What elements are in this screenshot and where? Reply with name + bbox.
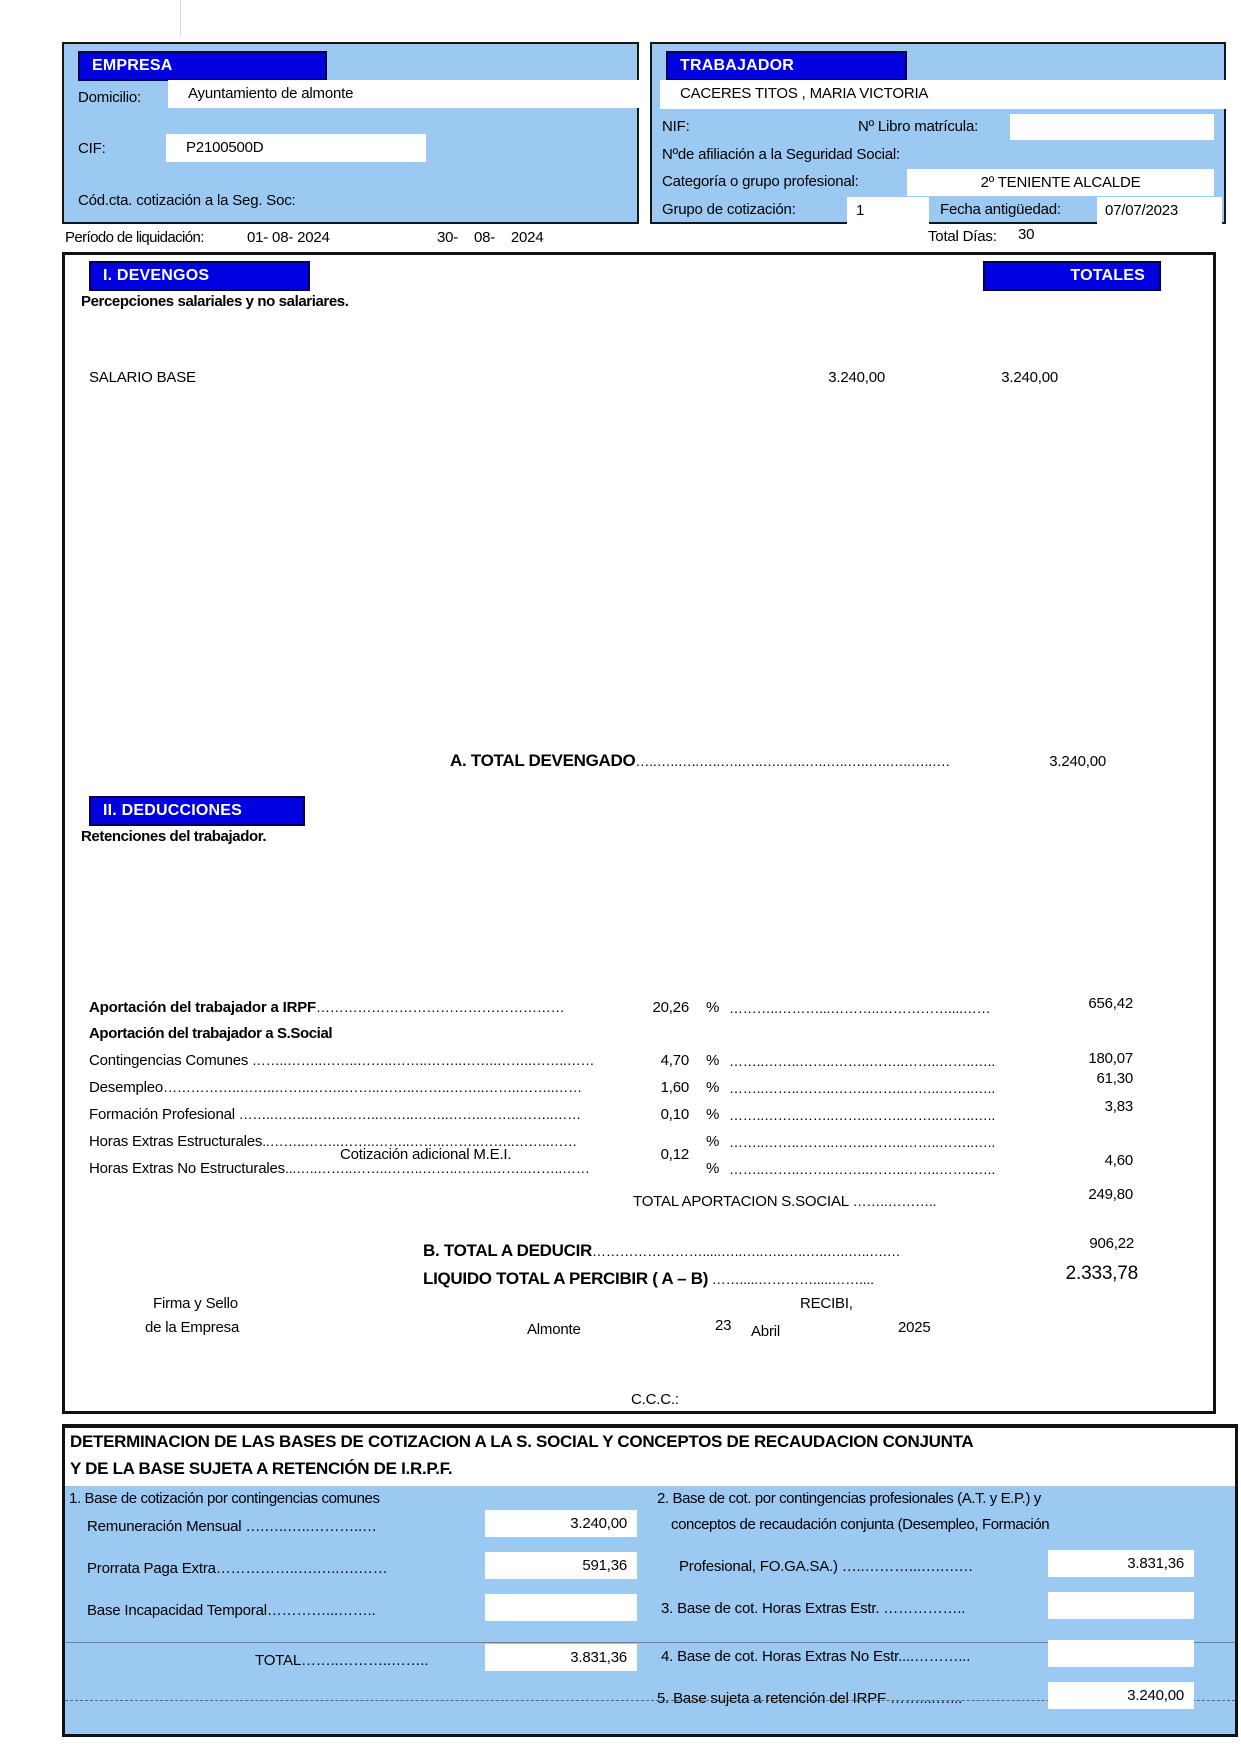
- ded-row-value: 61,30: [1096, 1070, 1133, 1087]
- horas-extras-no-estr-field: [1048, 1640, 1194, 1667]
- bases-title-line2: Y DE LA BASE SUJETA A RETENCIÓN DE I.R.P.F.: [70, 1459, 453, 1478]
- ded-row-pct-sign: %: [706, 1079, 720, 1096]
- cif-field: P2100500D: [166, 134, 426, 162]
- ded-row-label: Formación Profesional: [89, 1106, 235, 1123]
- total-dias-value: 30: [1018, 226, 1035, 243]
- bases-right-heading2: conceptos de recaudación conjunta (Desempleo, Formación: [671, 1516, 1050, 1533]
- incapacidad-field: [485, 1594, 637, 1621]
- ssocial-title: Aportación del trabajador a S.Social: [89, 1025, 333, 1042]
- profesional-field: 3.831,36: [1048, 1550, 1194, 1577]
- mei-value: 4,60: [1104, 1152, 1133, 1169]
- irpf-pct: 20,26: [652, 999, 689, 1016]
- devengos-subtitle: Percepciones salariales y no salariares.: [81, 293, 349, 310]
- total-ss-value: 249,80: [1088, 1186, 1133, 1203]
- ded-row-label: Horas Extras Estructurales: [89, 1133, 263, 1150]
- irpf-dots: ………………………………………………: [315, 999, 565, 1015]
- ded-row-dots: ……..……..……..……..……..……..……..……..……..……: [234, 1106, 581, 1122]
- domicilio-label: Domicilio:: [78, 89, 142, 106]
- ded-row-pct-sign: %: [706, 1106, 720, 1123]
- horas-extras-no-estr-label: 4. Base de cot. Horas Extras No Estr....………...: [661, 1648, 971, 1665]
- liquido-value: 2.333,78: [1065, 1263, 1138, 1284]
- bases-blue-area: [65, 1486, 1235, 1734]
- ccc-label: C.C.C.:: [631, 1391, 679, 1408]
- irpf-label: Aportación del trabajador a IRPF: [89, 999, 316, 1016]
- totales-header: TOTALES: [983, 261, 1161, 291]
- ded-row-dots2: ……..……..……..……..……..……..……..…..: [729, 1161, 996, 1177]
- mei-pct: 0,12: [660, 1146, 689, 1163]
- recibi-label: RECIBI,: [800, 1295, 853, 1312]
- ded-row-label: Desempleo: [89, 1079, 164, 1096]
- firma-lugar: Almonte: [527, 1321, 581, 1338]
- prorrata-label: Prorrata Paga Extra……………..….…..….……: [87, 1560, 388, 1577]
- total-devengado-value: 3.240,00: [1049, 753, 1106, 770]
- salario-importe: 3.240,00: [828, 369, 885, 386]
- categoria-label: Categoría o grupo profesional:: [662, 173, 859, 190]
- codcta-label: Cód.cta. cotización a la Seg. Soc:: [78, 192, 296, 209]
- grupo-cotizacion-field: 1: [847, 197, 929, 224]
- ded-row-dots: ...…..……..……..……..……..……..……..……..……: [284, 1160, 590, 1176]
- periodo-label: Período de liquidación:: [65, 229, 204, 246]
- periodo-hasta: 30- 08- 2024: [437, 229, 544, 246]
- horas-extras-estr-field: [1048, 1592, 1194, 1619]
- trabajador-header: TRABAJADOR: [666, 51, 907, 81]
- bases-title-line1: DETERMINACION DE LAS BASES DE COTIZACION A LA S. SOCIAL Y CONCEPTOS DE RECAUDACION CONJUNTA: [70, 1432, 974, 1451]
- irpf-value: 656,42: [1088, 995, 1133, 1012]
- base-irpf-field: 3.240,00: [1048, 1682, 1194, 1709]
- grupo-cotizacion-label: Grupo de cotización:: [662, 201, 796, 218]
- ded-row-contingencias: [89, 1052, 609, 1070]
- deducciones-header: II. DEDUCCIONES: [89, 796, 305, 826]
- ded-row-dots: ……..……..……..……..……..……..……..……..……..……: [248, 1052, 595, 1068]
- libro-matricula-label: Nº Libro matrícula:: [858, 118, 979, 135]
- nif-label: NIF:: [662, 118, 690, 135]
- domicilio-field: Ayuntamiento de almonte: [168, 80, 646, 108]
- categoria-field: 2º TENIENTE ALCALDE: [907, 169, 1214, 196]
- profesional-label: Profesional, FO.GA.SA.) …..………...….….…: [679, 1558, 974, 1575]
- fecha-antiguedad-label: Fecha antigüedad:: [940, 201, 1061, 218]
- ded-row-dots2: ……..……..……..……..……..……..……..…..: [729, 1134, 996, 1150]
- irpf-pct-sign: %: [706, 999, 720, 1016]
- ded-row-pct: 0,10: [660, 1106, 689, 1123]
- bases-total-field: 3.831,36: [485, 1644, 637, 1671]
- deducciones-subtitle: Retenciones del trabajador.: [81, 828, 267, 845]
- firma-anio: 2025: [898, 1319, 931, 1336]
- total-ss-row: [633, 1193, 1005, 1211]
- incapacidad-label: Base Incapacidad Temporal…………...……..: [87, 1602, 376, 1619]
- trabajador-panel: [650, 42, 1226, 224]
- total-dias-label: Total Días:: [928, 228, 997, 245]
- liquido-row: [423, 1269, 983, 1289]
- total-deducir-value: 906,22: [1089, 1235, 1134, 1252]
- irpf-row: [89, 999, 609, 1017]
- total-ss-label: TOTAL APORTACION S.SOCIAL: [633, 1193, 849, 1210]
- ded-row-pct-sign: %: [706, 1160, 720, 1177]
- ded-row-dots2: ……..……..……..……..……..……..……..…..: [729, 1053, 996, 1069]
- ded-row-value: 3,83: [1104, 1098, 1133, 1115]
- empresa-panel: [62, 42, 639, 224]
- empresa-header: EMPRESA: [78, 51, 327, 81]
- firma-dia: 23: [715, 1317, 732, 1334]
- horas-extras-estr-label: 3. Base de cot. Horas Extras Estr. ……………..: [661, 1600, 966, 1617]
- bases-total-label: TOTAL……..………..……..: [255, 1652, 429, 1669]
- ded-row-he-no-estructurales: [89, 1160, 609, 1178]
- liquido-label: LIQUIDO TOTAL A PERCIBIR ( A – B): [423, 1269, 709, 1288]
- remuneracion-label: Remuneración Mensual ….…..…..………..…: [87, 1518, 377, 1535]
- trabajador-nombre-field: CACERES TITOS , MARIA VICTORIA: [660, 80, 1234, 109]
- ded-row-pct: 4,70: [660, 1052, 689, 1069]
- liquido-dots: …….....………….....……....: [708, 1271, 874, 1287]
- irpf-dots2: ………..………...………..……………....……: [729, 1000, 991, 1016]
- ded-row-pct-sign: %: [706, 1052, 720, 1069]
- salario-total: 3.240,00: [1001, 369, 1058, 386]
- fecha-antiguedad-field: 07/07/2023: [1097, 197, 1222, 224]
- ded-row-pct: 1,60: [660, 1079, 689, 1096]
- total-devengado-label: A. TOTAL DEVENGADO: [450, 751, 636, 770]
- mei-label: Cotización adicional M.E.I.: [340, 1146, 512, 1163]
- bases-right-heading1: 2. Base de cot. por contingencias profesionales (A.T. y E.P.) y: [657, 1490, 1041, 1507]
- total-devengado-row: [450, 751, 1006, 771]
- ded-row-formacion: [89, 1106, 609, 1124]
- remuneracion-field: 3.240,00: [485, 1510, 637, 1537]
- periodo-desde: 01- 08- 2024: [247, 229, 330, 246]
- ded-row-dots: ……………..……..……..……..……..……..……..……..……..……..……: [163, 1079, 582, 1095]
- total-deducir-row: [423, 1241, 983, 1261]
- prorrata-field: 591,36: [485, 1552, 637, 1579]
- libro-matricula-field: [1010, 114, 1214, 140]
- salario-concepto: SALARIO BASE: [89, 369, 196, 386]
- devengos-header: I. DEVENGOS: [89, 261, 310, 291]
- total-ss-dots: ……..………..: [848, 1193, 937, 1209]
- ded-row-value: 180,07: [1088, 1050, 1133, 1067]
- firma-line1: Firma y Sello: [153, 1295, 238, 1312]
- cif-label: CIF:: [78, 140, 106, 157]
- ded-row-dots2: ……..……..……..……..……..……..……..…..: [729, 1107, 996, 1123]
- afiliacion-label: Nºde afiliación a la Seguridad Social:: [662, 146, 901, 163]
- ded-row-dots: ..……..……..……..……..……..……..……..……..……: [262, 1133, 578, 1149]
- ded-row-desempleo: [89, 1079, 609, 1097]
- bases-left-heading: 1. Base de cotización por contingencias comunes: [69, 1490, 380, 1507]
- ded-row-pct-sign: %: [706, 1133, 720, 1150]
- ded-row-label: Contingencias Comunes: [89, 1052, 249, 1069]
- total-devengado-dots: …..…..…..…..…..…..…..…..…..…..…..…..…..…..….: [635, 753, 950, 769]
- base-irpf-label: 5. Base sujeta a retención del IRPF ……....…...: [657, 1690, 963, 1707]
- firma-mes: Abril: [751, 1323, 781, 1340]
- total-deducir-dots: …………………….....…..…..…..…..…..…..…..….…: [592, 1243, 901, 1259]
- bases-box: [62, 1424, 1238, 1737]
- firma-line2: de la Empresa: [145, 1319, 240, 1336]
- main-body-box: [62, 252, 1216, 1414]
- page-artifact-line: [180, 0, 181, 37]
- ded-row-dots2: ……..……..……..……..……..……..……..…..: [729, 1080, 996, 1096]
- ded-row-label: Horas Extras No Estructurales: [89, 1160, 285, 1177]
- total-deducir-label: B. TOTAL A DEDUCIR: [423, 1241, 593, 1260]
